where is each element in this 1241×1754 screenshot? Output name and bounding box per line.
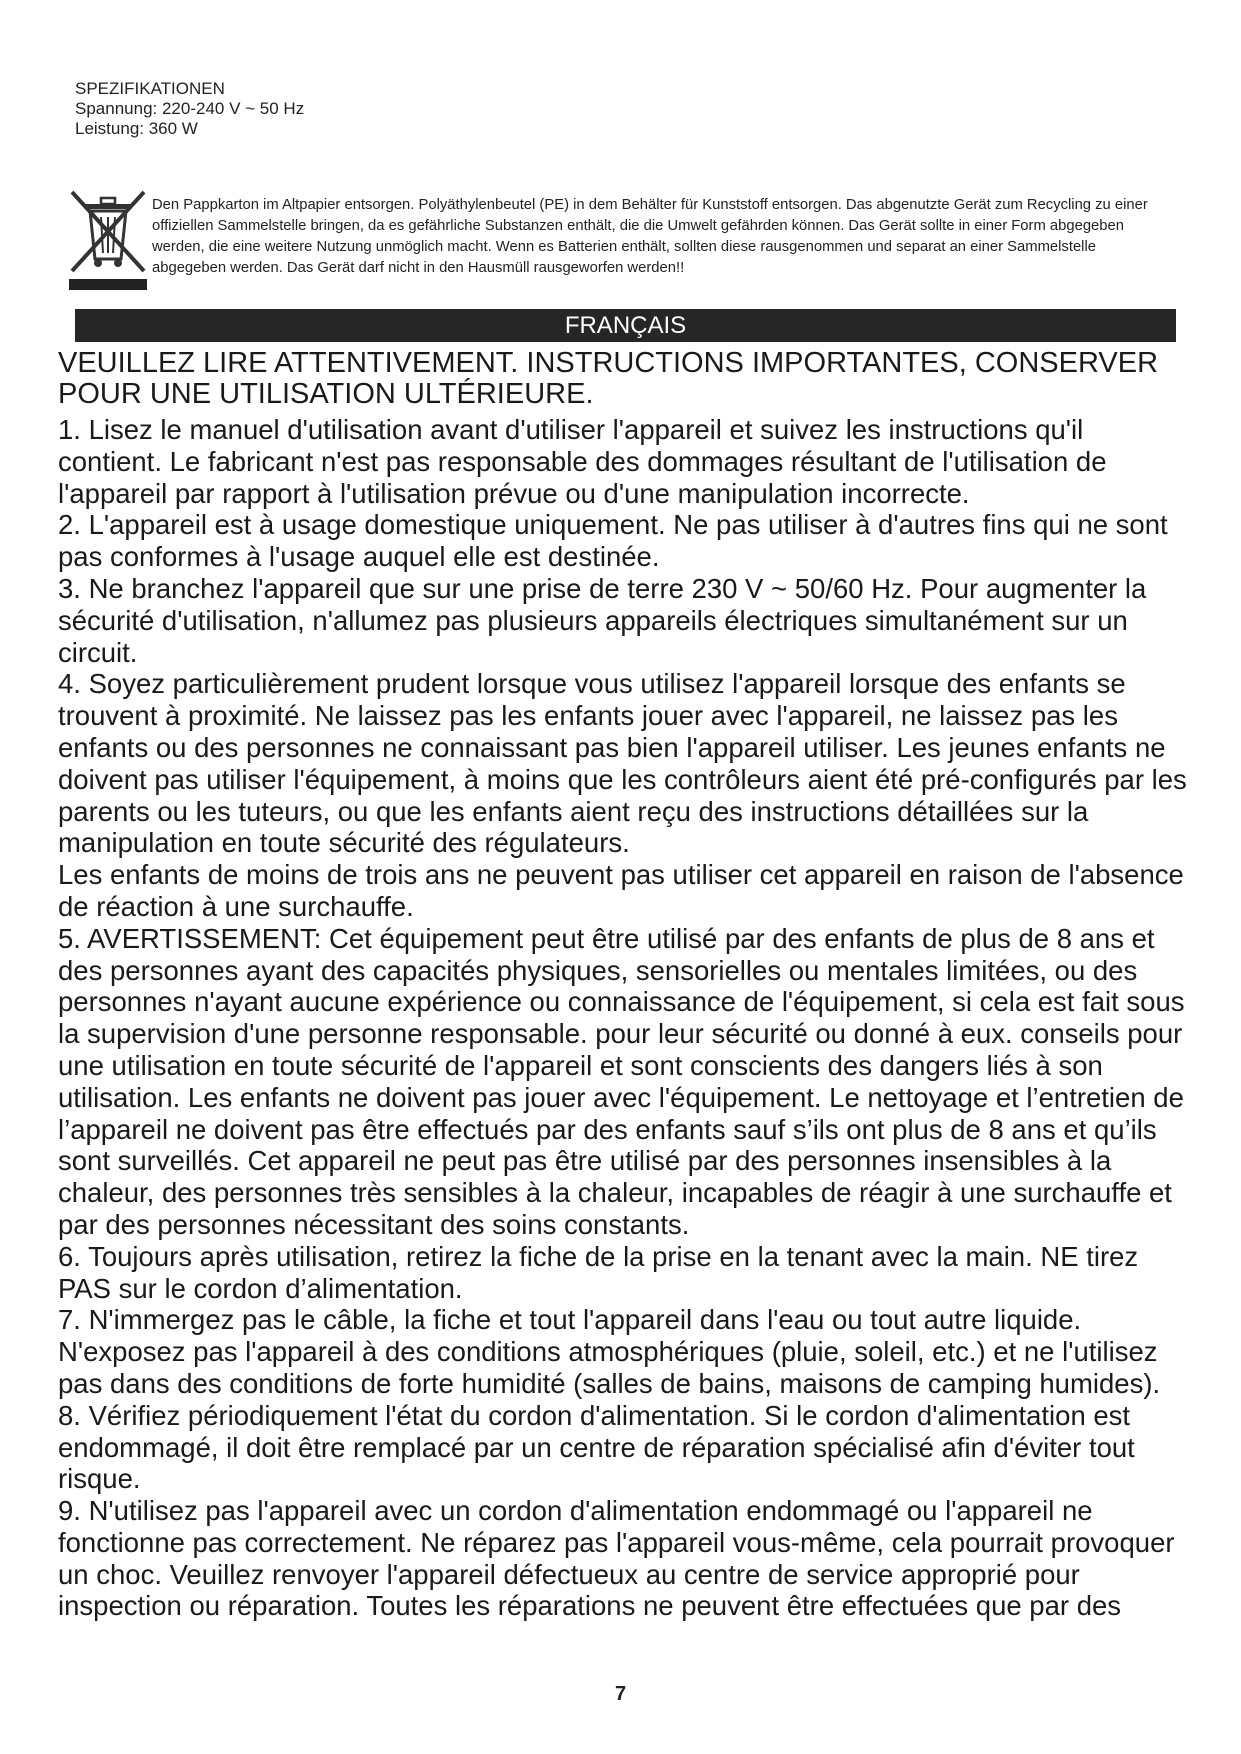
instructions-heading: VEUILLEZ LIRE ATTENTIVEMENT. INSTRUCTIONS IMPORTANTES, CONSERVER POUR UNE UTILISATION ULTÉRIEURE. xyxy=(58,347,1159,410)
instruction-item-7: 7. N'immergez pas le câble, la fiche et tout l'appareil dans l'eau ou tout autre liquide. N'exposez pas l'appareil à des conditions atmosphériques (pluie, soleil, etc.) et ne l'utilisez pas dans des conditions de forte humidité (salles de bains, maisons de camping humides). xyxy=(58,1304,1161,1399)
instruction-note-children: Les enfants de moins de trois ans ne peuvent pas utiliser cet appareil en raison de l'absence de réaction à une surchauffe. xyxy=(58,859,1184,922)
instruction-item-5: 5. AVERTISSEMENT: Cet équipement peut être utilisé par des enfants de plus de 8 ans et des personnes ayant des capacités physiques, sensorielles ou mentales limitées, ou des personnes n'ayant aucune expérience ou connaissance de l'équipement, si cela est fait sous la supervision d'une personne responsable. pour leur sécurité ou donné à eux. conseils pour une utilisation en toute sécurité de l'appareil et sont conscients des dangers liés à son utilisation. Les enfants ne doivent pas jouer avec l'équipement. Le nettoyage et l’entretien de l’appareil ne doivent pas être effectués par des enfants sauf s’ils ont plus de 8 ans et qu’ils sont surveillés. Cet appareil ne peut pas être utilisé par des personnes insensibles à la chaleur, des personnes très sensibles à la chaleur, incapables de réagir à une surchauffe et par des personnes nécessitant des soins constants. xyxy=(58,922,1185,1240)
disposal-instructions: Den Pappkarton im Altpapier entsorgen. Polyäthylenbeutel (PE) in dem Behälter für Kunststoff entsorgen. Das abgenutzte Gerät zum Recycling zu einer offiziellen Sammelstelle bringen, da es gefährliche Substanzen enthält, die die Umwelt gefährden können. Das Gerät sollte in einer Form abgegeben werden, die eine weitere Nutzung unmöglich macht. Wenn es Batterien enthält, sollten diese rausgenommen und separat an einer Sammelstelle abgegeben werden. Das Gerät darf nicht in den Hausmüll rausgeworfen werden!! xyxy=(152,197,1148,276)
spec-voltage: Spannung: 220-240 V ~ 50 Hz xyxy=(75,99,305,118)
safety-instructions xyxy=(58,348,1188,1622)
spec-title: SPEZIFIKATIONEN xyxy=(75,79,225,98)
instruction-item-4: 4. Soyez particulièrement prudent lorsque vous utilisez l'appareil lorsque des enfants se trouvent à proximité. Ne laissez pas les enfants jouer avec l'appareil, ne laissez pas les enfants ou des personnes ne connaissant pas bien l'appareil utiliser. Les jeunes enfants ne doivent pas utiliser l'équipement, à moins que les contrôleurs aient été pré-configurés par les parents ou les tuteurs, ou que les enfants aient reçu des instructions détaillées sur la manipulation en toute sécurité des régulateurs. xyxy=(58,668,1187,859)
page-number: 7 xyxy=(614,1683,627,1705)
instruction-item-6: 6. Toujours après utilisation, retirez la fiche de la prise en la tenant avec la main. NE tirez PAS sur le cordon d’alimentation. xyxy=(58,1240,1139,1304)
specifications-block xyxy=(75,79,304,139)
crossed-out-wheelie-bin-icon xyxy=(67,187,149,291)
instruction-item-8: 8. Vérifiez périodiquement l'état du cordon d'alimentation. Si le cordon d'alimentation est endommagé, il doit être remplacé par un centre de réparation spécialisé afin d'éviter tout risque. xyxy=(58,1399,1135,1495)
instruction-item-9: 9. N'utilisez pas l'appareil avec un cordon d'alimentation endommagé ou l'appareil ne fonctionne pas correctement. Ne réparez pas l'appareil vous-même, cela pourrait provoquer un choc. Veuillez renvoyer l'appareil défectueux au centre de service approprié pour inspection ou réparation. Toutes les réparations ne peuvent être effectuées que par des xyxy=(58,1495,1175,1622)
spec-power: Leistung: 360 W xyxy=(75,119,198,138)
section-header-francais: FRANÇAIS xyxy=(75,309,1176,342)
instruction-item-1: 1. Lisez le manuel d'utilisation avant d'utiliser l'appareil et suivez les instructions qu'il contient. Le fabricant n'est pas responsable des dommages résultant de l'utilisation de l'appareil par rapport à l'utilisation prévue ou d'une manipulation incorrecte. xyxy=(58,414,1107,509)
instruction-item-3: 3. Ne branchez l'appareil que sur une prise de terre 230 V ~ 50/60 Hz. Pour augmenter la sécurité d'utilisation, n'allumez pas plusieurs appareils électriques simultanément sur un circuit. xyxy=(58,572,1147,668)
instruction-item-2: 2. L'appareil est à usage domestique uniquement. Ne pas utiliser à d'autres fins qui ne sont pas conformes à l'usage auquel elle est destinée. xyxy=(58,509,1168,573)
